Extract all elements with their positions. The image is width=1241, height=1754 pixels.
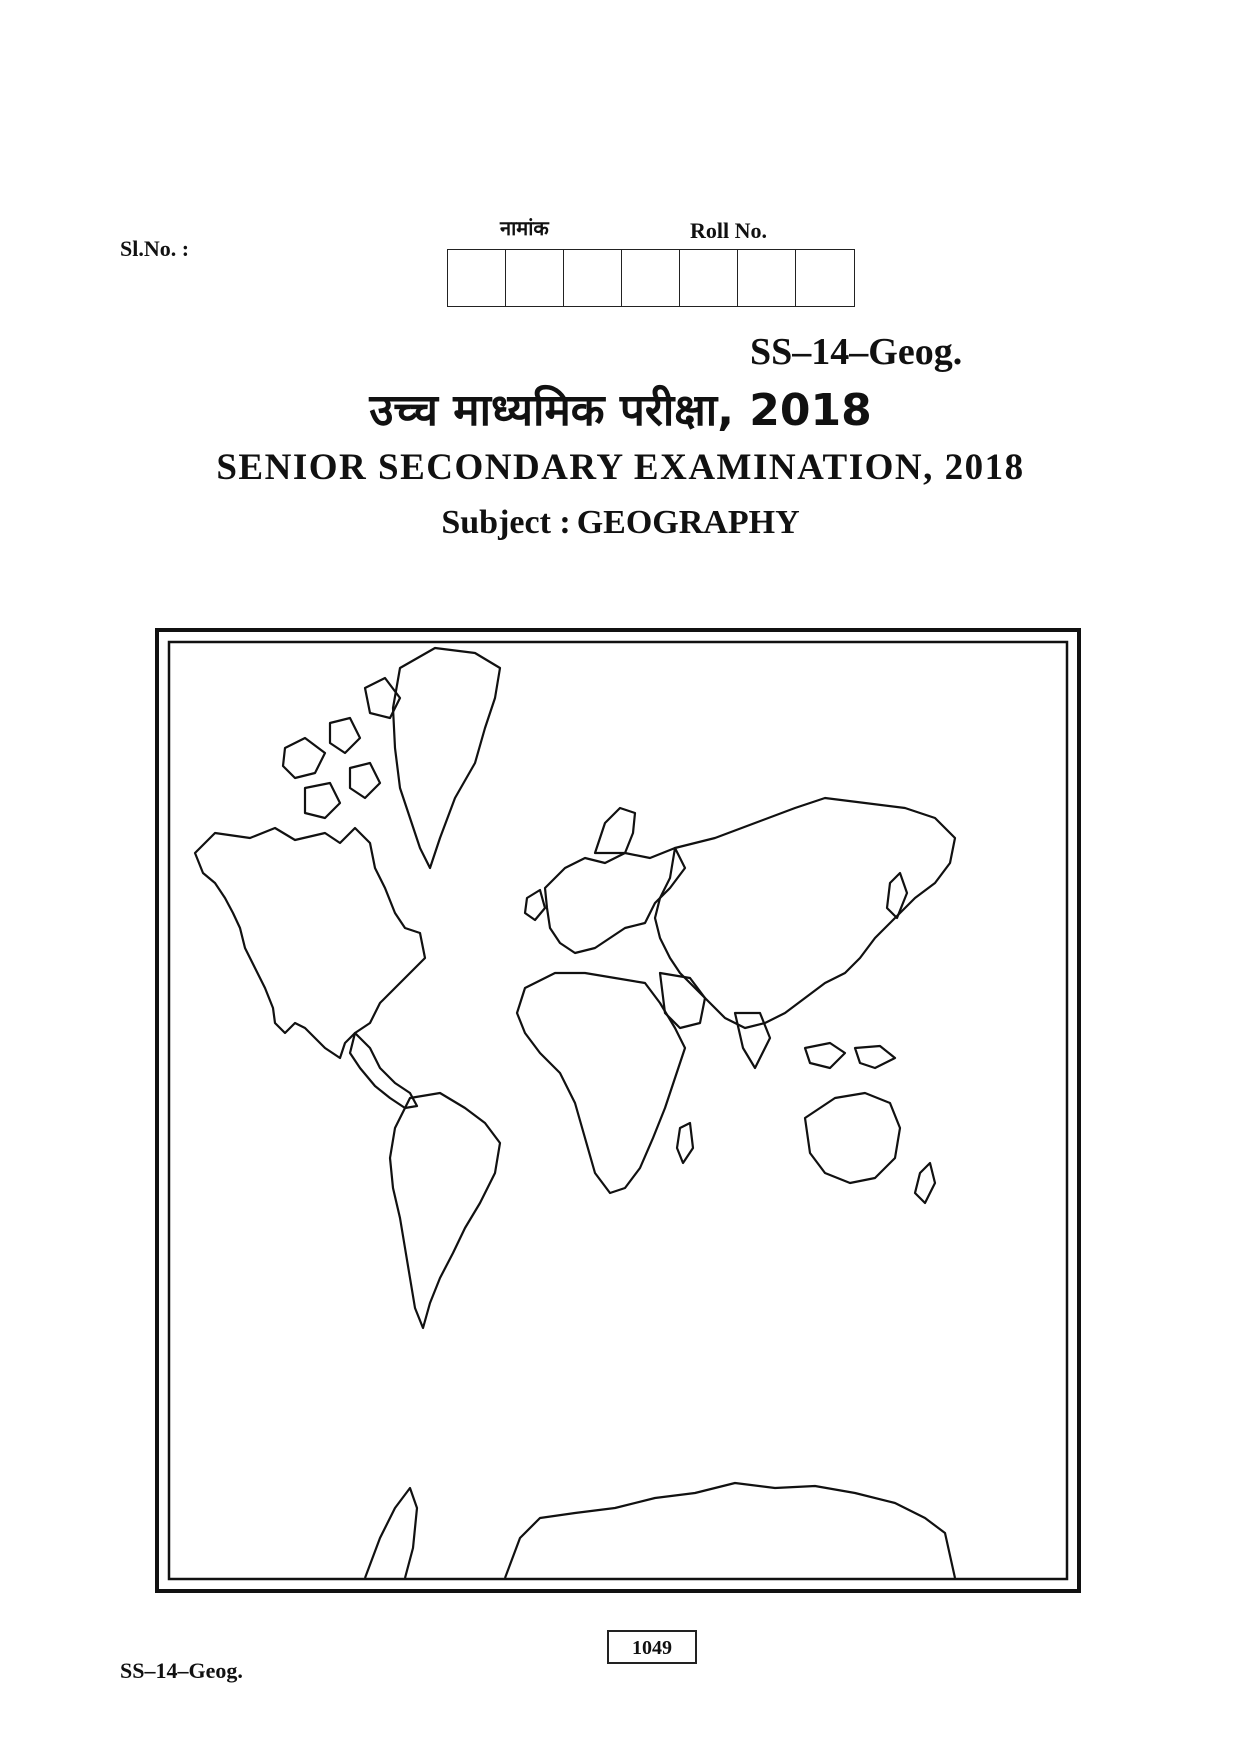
antarctica-outline bbox=[505, 1483, 955, 1578]
roll-digit-box-7[interactable] bbox=[796, 250, 854, 306]
title-hindi: उच्च माध्यमिक परीक्षा, 2018 bbox=[369, 385, 872, 436]
page-number-box: 1049 bbox=[607, 1630, 697, 1664]
title-english: SENIOR SECONDARY EXAMINATION, 2018 bbox=[216, 447, 1025, 488]
subject-label: Subject : bbox=[441, 504, 571, 541]
roll-digit-box-2[interactable] bbox=[506, 250, 564, 306]
australia-outline bbox=[805, 1093, 900, 1183]
world-outline-map-icon bbox=[155, 628, 1081, 1593]
europe-outline bbox=[545, 848, 685, 953]
subject-line bbox=[0, 504, 1241, 542]
asia-outline bbox=[655, 798, 955, 1028]
roll-digit-box-4[interactable] bbox=[622, 250, 680, 306]
roll-digit-box-5[interactable] bbox=[680, 250, 738, 306]
sl-no-label: Sl.No. : bbox=[120, 236, 190, 261]
north-america-outline bbox=[195, 828, 425, 1058]
roll-digit-box-1[interactable] bbox=[448, 250, 506, 306]
greenland-outline bbox=[393, 648, 500, 868]
namank-label: नामांक bbox=[500, 216, 549, 240]
africa-outline bbox=[517, 973, 685, 1193]
subject-value: GEOGRAPHY bbox=[576, 504, 800, 541]
roll-digit-box-3[interactable] bbox=[564, 250, 622, 306]
paper-code: SS–14–Geog. bbox=[750, 331, 963, 373]
footer-paper-code: SS–14–Geog. bbox=[120, 1658, 243, 1683]
roll-no-label: Roll No. bbox=[690, 218, 767, 243]
roll-digit-box-6[interactable] bbox=[738, 250, 796, 306]
roll-number-boxes bbox=[447, 249, 855, 307]
south-america-outline bbox=[390, 1093, 500, 1328]
